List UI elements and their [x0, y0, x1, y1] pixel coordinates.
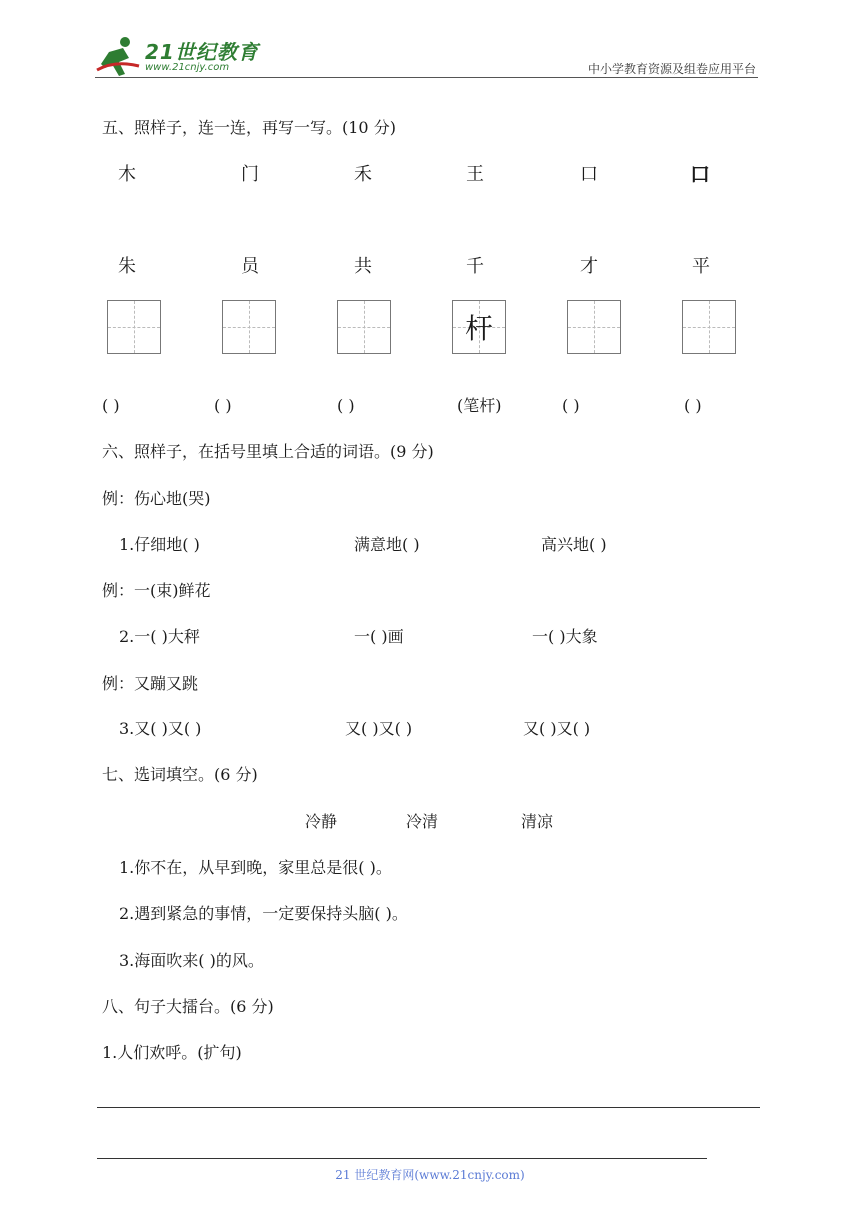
section7-title: 七、选词填空。(6 分) [102, 765, 258, 784]
writing-grid-box[interactable] [567, 300, 621, 354]
top-char: 禾 [354, 164, 372, 185]
answer-blank[interactable]: ( ) [214, 396, 232, 415]
fill-item[interactable]: 1.仔细地( ) [119, 535, 200, 554]
fill-item[interactable]: 一( )画 [354, 627, 404, 646]
section5-title: 五、照样子，连一连，再写一写。(10 分) [102, 118, 396, 137]
writing-grid-box-example [452, 300, 506, 354]
fill-item[interactable]: 又( )又( ) [345, 719, 413, 738]
top-char: 口 [580, 164, 598, 185]
bottom-char: 平 [692, 256, 710, 277]
fill-question[interactable]: 2.遇到紧急的事情，一定要保持头脑( )。 [119, 904, 408, 923]
bottom-char: 才 [580, 256, 598, 277]
answer-line[interactable] [97, 1158, 707, 1159]
answer-blank[interactable]: ( ) [562, 396, 580, 415]
word-choice: 冷清 [406, 812, 439, 831]
fill-item[interactable]: 满意地( ) [354, 535, 420, 554]
top-char: 口 [690, 162, 710, 186]
logo-url: www.21cnjy.com [145, 62, 230, 73]
section8-title: 八、句子大擂台。(6 分) [102, 997, 274, 1016]
answer-example: (笔杆) [457, 396, 502, 415]
bottom-char: 共 [354, 256, 372, 277]
example-line: 例：伤心地(哭) [102, 489, 211, 508]
answer-blank[interactable]: ( ) [684, 396, 702, 415]
footer-text: 21 世纪教育网(www.21cnjy.com) [335, 1168, 525, 1182]
word-choice: 清凉 [521, 812, 554, 831]
grid-example-char: 杆 [464, 312, 493, 345]
sentence-question: 1.人们欢呼。(扩句) [102, 1043, 242, 1062]
answer-blank[interactable]: ( ) [102, 396, 120, 415]
writing-grid-box[interactable] [222, 300, 276, 354]
bottom-char: 千 [466, 256, 484, 277]
header-tagline: 中小学教育资源及组卷应用平台 [587, 62, 756, 76]
top-char: 门 [241, 164, 259, 185]
fill-item[interactable]: 高兴地( ) [541, 535, 607, 554]
answer-line[interactable] [97, 1107, 760, 1108]
top-char: 木 [118, 164, 136, 185]
section6-title: 六、照样子，在括号里填上合适的词语。(9 分) [102, 442, 434, 461]
example-line: 例：一(束)鲜花 [102, 581, 211, 600]
fill-question[interactable]: 1.你不在，从早到晚，家里总是很( )。 [119, 858, 392, 877]
example-line: 例：又蹦又跳 [102, 674, 199, 693]
writing-grid-box[interactable] [107, 300, 161, 354]
fill-item[interactable]: 2.一( )大秤 [119, 627, 200, 646]
fill-item[interactable]: 又( )又( ) [523, 719, 591, 738]
runner-logo-icon [95, 34, 143, 78]
bottom-char: 员 [241, 256, 259, 277]
logo-text: 21世纪教育 [145, 40, 259, 64]
fill-item[interactable]: 一( )大象 [532, 627, 598, 646]
answer-blank[interactable]: ( ) [337, 396, 355, 415]
bottom-char: 朱 [118, 256, 136, 277]
top-char: 王 [466, 164, 484, 185]
writing-grid-box[interactable] [682, 300, 736, 354]
word-choice: 冷静 [305, 812, 338, 831]
logo [95, 34, 265, 78]
fill-question[interactable]: 3.海面吹来( )的风。 [119, 951, 264, 970]
header-divider [95, 77, 758, 78]
fill-item[interactable]: 3.又( )又( ) [119, 719, 202, 738]
writing-grid-box[interactable] [337, 300, 391, 354]
